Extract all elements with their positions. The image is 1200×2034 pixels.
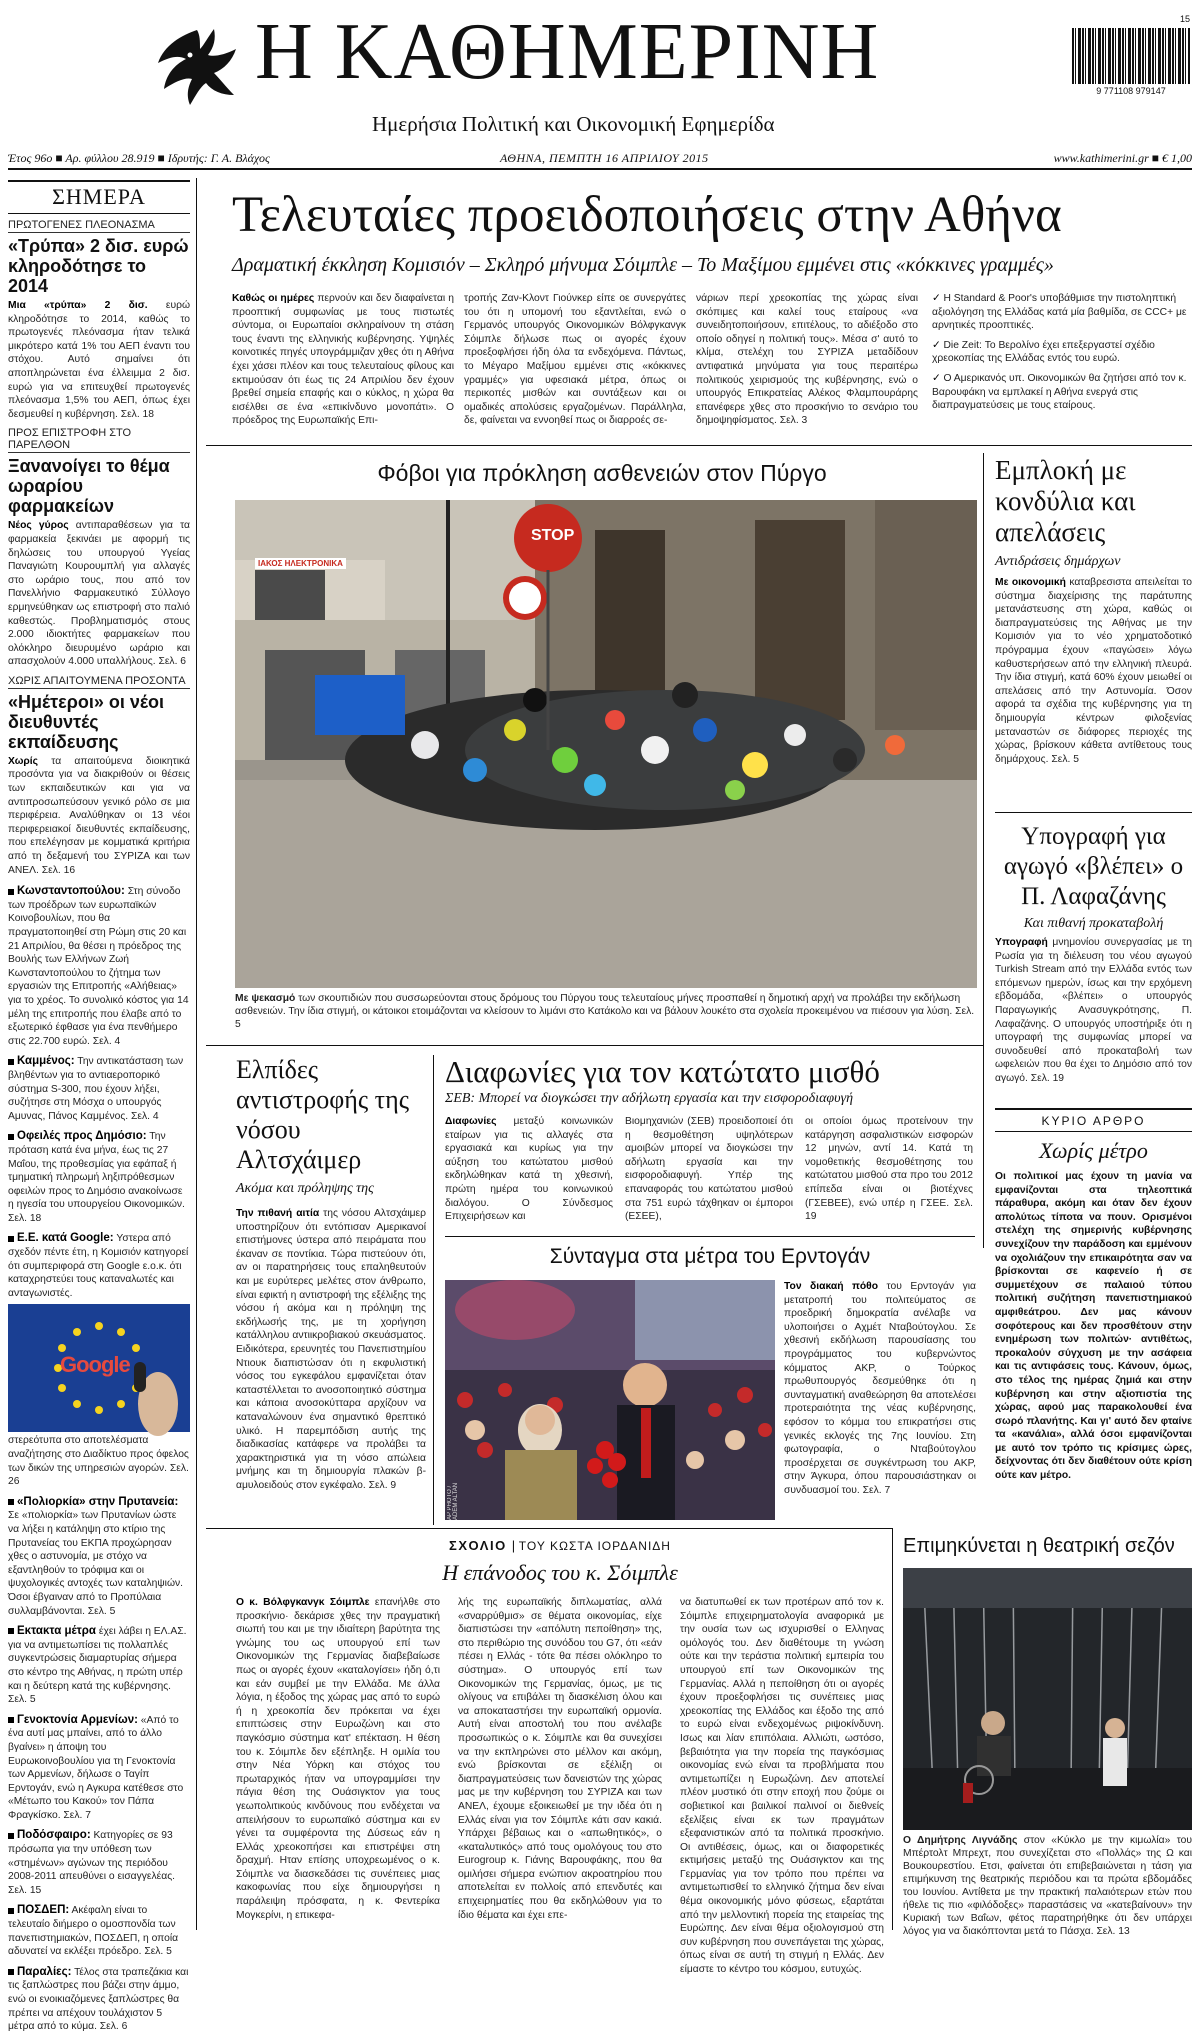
- main-column-3: νάριων περί χρεοκοπίας της χώρας είναι σκόπιμες και καλεί τους εταίρους «να συνειδητοποιήσουν, επιτέλους, το αδιέξοδο στο οποίο οδηγεί η πολιτική τους». Μέσα σ' αυτό το κλίμα, στελέχη του ΣΥΡΙΖΑ μεταδίδουν αντιφατικά μηνύματα για τους περαιτέρω πολιτικούς χειρισμούς της κυβέρνησης, ενώ ο υπουργός Επικρατείας Αλέκος Φλαμπουράρης επανέφερε χθες στο προσκήνιο το σενάριο του δημοψηφίσματος. Σελ. 3: [696, 293, 918, 427]
- comment-lead: Ο κ. Βόλφγκανγκ Σόιμπλε: [236, 1597, 370, 1608]
- check-icon: ✓: [932, 372, 944, 384]
- story-headline: Ελπίδες αντιστροφής της νόσου Αλτσχάιμερ: [236, 1055, 409, 1174]
- erdogan-headline[interactable]: Σύνταγμα στα μέτρα του Ερντογάν: [549, 1245, 871, 1268]
- caption-lead: Με ψεκασμό: [235, 993, 296, 1004]
- phoenix-logo-icon: [152, 25, 242, 110]
- brief-lead: Γενοκτονία Αρμενίων:: [17, 1713, 138, 1726]
- sidebar-story-1[interactable]: [8, 219, 190, 421]
- alzheimer-story[interactable]: [236, 1055, 426, 1525]
- editorial-label: ΚΥΡΙΟ ΑΡΘΡΟ: [995, 1114, 1192, 1132]
- main-checklist: [932, 292, 1192, 440]
- story-label: ΧΩΡΙΣ ΑΠΑΙΤΟΥΜΕΝΑ ΠΡΟΣΟΝΤΑ: [8, 675, 190, 689]
- brief-text: Τέλος στα τραπεζάκια και τις ξαπλώστρες που βάζει στην άμμο, ενώ οι ενοικιαζόμενες ξαπλώστρες θα πρέπει να απέχουν τουλάχιστον 5 μέτρα από το κύμα. Σελ. 6: [8, 1966, 189, 2033]
- theatre-photo: [903, 1568, 1192, 1830]
- wage-story[interactable]: [445, 1055, 975, 1225]
- brief-text: Την πρόταση κατά ένα μήνα, έως τις 27 Μαΐου, της προθεσμίας για εφάπαξ ή τμηματική πληρωμή ληξιπρόθεσμων οφειλών προς το Δημόσιο ανακοίνωσε η ηγεσία του υπουργείου Οικονομικών. Σελ. 18: [8, 1131, 185, 1224]
- story-text: ευρώ κληροδότησε το 2014, καθώς το πρωτογενές πλεόνασμα ήταν τελικά μικρότερο κατά 1% του ΑΕΠ έναντι του στόχου. Αυτό σημαίνει ότι αποπληρώνεται ένα έλλειμμα 2 δισ. ευρώ για να επιτευχθεί πρωτογενές πλεόνασμα 1,5% του ΑΕΠ, όπως έχει δεσμευθεί η κυβέρνηση. Σελ. 18: [8, 300, 190, 420]
- brief-lead: Καμμένος:: [17, 1055, 75, 1068]
- story-headline: «Τρύπα» 2 δισ. ευρώ κληροδότησε το 2014: [8, 236, 189, 296]
- caption-text: στον «Κύκλο με την κιμωλία» του Μπέρτολτ Μπρεχτ, που συνεχίζεται στο «Πολλάς» της Ω και Βουκουρεστίου. Ετσι, φαίνεται ότι επιβεβαιώνεται η τάση για επιμήκυνση της θεατρικής περιόδου και τα πρώτα εβδομάδες του Ιουνίου. Αντίθετα με την πρακτική παλαιότερων ετών που ήθελε τις πιο «φιλόδοξες» παραστάσεις να «κατεβαίνουν» την Κυριακή των Βαΐων, φέτος παρατηρήθηκε ότι δεν υπάρχει λόγος για να διακόπτονται μετά το Πάσχα. Σελ. 13: [903, 1835, 1192, 1937]
- pyrgos-caption: [235, 992, 977, 1030]
- brief-text: «Από το ένα αυτί μας μπαίνει, από το άλλο βγαίνει» η άποψη του Ευρωκοινοβουλίου για τη Γενοκτονία των Αρμενίων, δήλωσε ο Ταγίπ Ερντογάν, ενώ η Αγκυρα κατέθεσε στο «Μέτωπο του Κακού» τον Πάπα Φραγκίσκο. Σελ. 7: [8, 1714, 184, 1821]
- brief-item[interactable]: [8, 1496, 190, 1618]
- garbage-street-scene: [235, 500, 977, 988]
- check-item: [932, 292, 1192, 333]
- sidebar-story-3[interactable]: [8, 675, 190, 877]
- wage-col-1: μεταξύ κοινωνικών εταίρων για τις αλλαγές στα εργασιακά και κυρίως για την αύξηση του κατώτατου μισθού εκδηλώθηκαν κατά τη χθεσινή, πρώτη ημέρα του κοινωνικού διαλόγου. Ο Σύνδεσμος Επιχειρήσεων και: [445, 1116, 613, 1223]
- editorial-text: Οι πολιτικοί μας έχουν τη μανία να εμφανίζονται στα τηλεοπτικά πάραθυρα, ακόμη και όταν δεν έχουν απολύτως τίποτα να πουν. Ορισμένοι στελέχη της σημερινής κυβέρνησης συνεχίζουν την παράδοση και εμμένουν να οχολιάζουν την επικαιρότητα σαν να βρίσκονται σε καφενείο ή σε συμμετέχουν σε παλαιού τύπου πολιτική συζήτηση πανεπιστημιακού αμφιθεάτρου. Δεν μας κάνουν σοφότερους και δεν προσθέτουν στην ενημέρωση των πολιτών· αντιθέτως, προκαλούν σύγχυση με την ασάφεια και τις αντιφάσεις τους. Κάνουν, όμως, στο τέλος της ημέρας ζημιά και στην κυβέρνηση και στην αξιοπιστία της χώρας, αφού μας παρακολουθεί ένα σωρό πλανήτης. Και γι' αυτό δεν φταίνε τα «κανάλια», αλλά όσοι εμφανίζονται με αυτό τον τρόπο τις κρίσιμες ώρες, δείχνοντας ότι δεν διαθέτουν ούτε κρίση ούτε καν μέτρο.: [995, 1171, 1192, 1482]
- story-lead: Διαφωνίες: [445, 1116, 497, 1127]
- comment-header: ΣΧΟΛΙΟ | ΤΟΥ ΚΩΣΤΑ ΙΟΡΔΑΝΙΔΗ: [449, 1538, 671, 1553]
- story-lead: Μια «τρύπα» 2 δισ.: [8, 300, 148, 311]
- brief-text: Υστερα από σχεδόν πέντε έτη, η Κομισιόν κατηγορεί ότι συμπεριφορά στη Google ε.ο.κ. ότι καταχρηστεύει τους καταναλωτές και ανταγωνιστές.: [8, 1233, 189, 1299]
- check-icon: ✓: [932, 339, 944, 351]
- comment-col-2: λής της ευρωπαϊκής διπλωματίας, αλλά «σναρρύθμισ» σε θέματα οικονομίας, είχε διαπιστώσει την «απόλυτη πεποίθηση» της, στο περιθώριο της συνόδου του G7, ότι «εάν πέσει η Ελλάς - τότε θα πέσει ολόκληρο το σύστημα». Ο υπουργός επί των Οικονομικών της Γερμανίας, όμως, με τις ολίγους να επιβάλει τη διασκέλιση όλου και να αποκαταστήσει την ευρωπαϊκή ορμονία. Αυτή είναι αποστολή του που ανέλαβε προσωπικώς ο κ. Σόιμπλε και θα συνεχίσει να την εκπληρώνει στο μέλλον και ακόμη, ενώ βρίσκονται σε εξέλιξη οι διαπραγματεύσεις των δανειστών της χώρας μας με την κυβέρνηση του ΣΥΡΙΖΑ και των ΑΝΕΛ, έχουμε εξοικειωθεί με την ιδέα ότι η Ελλάς είναι για τον Σόιμπλε κάτι σαν κακιά. Υπάρχει βέβαιως και ο «απωθητικός», ο «καταλυτικός» από τους ομολόγους του στο Eurogroup κ. Γιάνης Βαρουφάκης, που θα ομιλήσει σήμερα ενώπιον ακροατηρίου που αποτελείται εν πολλοίς από επενδυτές και επιχειρηματίες που θα εκδηλώθουν για το ίδιο θέματα και έχει επε-: [458, 1597, 662, 1921]
- photo-credit: AP PHOTO / ADEM ALTAN: [447, 1482, 459, 1520]
- brief-lead: ΠΟΣΔΕΠ:: [17, 1904, 70, 1917]
- brief-text: έχει λάβει η ΕΛ.ΑΣ. για να αντιμετωπίσει τις πολλαπλές συγκεντρώσεις διαμαρτυρίας σήμερα στο κέντρο της Αθήνας, η πρώτη υπέρ και η δεύτερη κατά της κυβέρνησης. Σελ. 5: [8, 1626, 187, 1706]
- brief-text: στερεότυπα στο αποτελέσματα αναζήτησης στο Διαδίκτυο προς όφελος των δικών της υπηρεσιών αγορών. Σελ. 26: [8, 1435, 189, 1488]
- story-text: του Ερντογάν για μετατροπή του πολιτεύματος σε προεδρική δημοκρατία ανέλαβε να υλοποιήσει ο Αχμέτ Νταβούτογλου. Σε χθεσινή εκδήλωση παρουσίασης του προγράμματος του κυβερνώντος κόμματος ΑΚΡ, ο Τούρκος πρωθυπουργός δεσμεύθηκε ότι η συνταγματική αναθεώρηση θα αποτελέσει προτεραιότητα της νέας κυβέρνησης, εφόσον το κόμμα του επικρατήσει στις γενικές εκλογές της 7ης Ιουνίου. Στη φωτογραφία, ο Νταβούτογλου προσέρχεται σε συγκέντρωση του ΑΚΡ, στην Άγκυρα, όπου παρουσιάστηκαν οι συνδυασμοί του. Σελ. 7: [784, 1281, 977, 1496]
- story-text: τα απαιτούμενα διοικητικά προσόντα για να διακριθούν οι θέσεις των εκπαιδευτικών και για να αντιπροσωπεύσουν γενικό ρόλο σε μια περιφέρεια. Αναλύθηκαν οι 13 νέοι περιφερειακοί διευθυντές εκπαίδευσης, που επελέγησαν με κομματικά κριτήρια από τη δεξαμενή του ΣΥΡΙΖΑ και των ΑΝΕΛ. Σελ. 16: [8, 755, 190, 876]
- google-logo-text: Google: [60, 1352, 130, 1378]
- stop-sign-text: STOP: [531, 527, 575, 544]
- right-story-2[interactable]: [995, 822, 1192, 1092]
- story-label: ΠΡΩΤΟΓΕΝΕΣ ΠΛΕΟΝΑΣΜΑ: [8, 219, 190, 233]
- comment-author: ΤΟΥ ΚΩΣΤΑ ΙΟΡΔΑΝΙΔΗ: [518, 1539, 671, 1553]
- price-text: € 1,00: [1162, 151, 1192, 165]
- info-bar: [8, 148, 1192, 170]
- main-headline[interactable]: Τελευταίες προειδοποιήσεις στην Αθήνα: [232, 187, 1062, 243]
- wage-col-2: Βιομηχανιών (ΣΕΒ) προειδοποιεί ότι η θεσμοθέτηση υψηλότερων αμοιβών μπορεί να διογκώσει την αδήλωτη εργασία και την εισφοροδιαφυγή. Υπέρ της επαναφοράς του κατώτατου μισθού στα 751 ευρώ τάχθηκαν οι έμποροι (ΕΣΕΕ),: [625, 1116, 793, 1223]
- story-headline: «Ημέτεροι» οι νέοι διευθυντές εκπαίδευσης: [8, 691, 164, 752]
- brief-lead: Οφειλές προς Δημόσιο:: [17, 1130, 147, 1143]
- brief-text: Την αντικατάσταση των βληθέντων για το αντιαεροπορικό σύστημα S-300, που έχουν λήξει, συζήτησε στη Μόσχα ο υπουργός Αμυνας, Πάνος Καμμένος. Σελ. 4: [8, 1056, 184, 1122]
- story-sub: Και πιθανή προκαταβολή: [1023, 916, 1164, 931]
- story-sub: ΣΕΒ: Μπορεί να διογκώσει την αδήλωτη εργασία και την εισφοροδιαφυγή: [445, 1091, 854, 1106]
- brief-lead: Κωνσταντοπούλου:: [17, 885, 125, 898]
- check-text: Η Standard & Poor's υποβάθμισε την πιστοληπτική αξιολόγηση της Ελλάδας κατά μία βαθμίδα, σε CCC+ με αρνητικές προοπτικές.: [932, 293, 1187, 332]
- story-label: ΠΡΟΣ ΕΠΙΣΤΡΟΦΗ ΣΤΟ ΠΑΡΕΛΘΟΝ: [8, 427, 190, 453]
- story-lead: Υπογραφή: [995, 937, 1048, 948]
- brief-item[interactable]: [8, 1434, 190, 1488]
- erdogan-text: [784, 1280, 976, 1520]
- story-text: της νόσου Αλτσχάιμερ υποστηρίζουν ότι εντόπισαν Αμερικανοί επιστήμονες ύστερα από πειράματα που έκαναν σε ποντίκια. Τώρα πιστεύουν ότι, αν οι παρατηρήσεις τους επαληθευτούν και με ευρύτερες μελέτες στον άνθρωπο, είναι εφικτή η αντιστροφή της εξέλιξης της νόσου ή ακόμα και η πρόληψη της εκδήλωσής της, με τη χορήγηση κατάλληλου αντιικροβιακού σκευάσματος. Ειδικότερα, ερευνητές του Πανεπιστημίου Ντιουκ διαπιστώσαν ότι η εκφυλιστική νόσος του εγκεφάλου εμφανίζεται όταν καταστέλλεται το ανοσοποιητικό σύστημα και κάποια ανοσοκύτταρα αρχίζουν να καταναλώνουν ένα σημαντικό θρεπτικό υλικό. Η παρεμπόδιση αυτής της διαδικασίας κατάφερε να προλάβει τα χαρακτηριστικά για τη νόσο απώλεια μνήμης και τη δημιουργία πλακών β-αμυλοειδούς στον εγκέφαλο. Σελ. 9: [236, 1208, 426, 1491]
- barcode-issue: 15: [1179, 14, 1190, 24]
- brief-text: Στη σύνοδο των προέδρων των ευρωπαϊκών Κοινοβουλίων, που θα πραγματοποιηθεί στη Ρώμη στις 20 και 21 Απριλίου, θα θέσει η πρόεδρος της Βουλής των Ελλήνων Ζωή Κωνσταντοπούλου το ζήτημα των εργασιών της Επιτροπής «Αλήθειας» για το χρέος. Το συνολικό κόστος για 14 μέλη της επιτροπής που έλαβε από το εξωτερικό έφθασε για ένα πενθήμερο στις 22.700 ευρώ. Σελ. 4: [8, 886, 189, 1047]
- barcode: [1072, 14, 1190, 108]
- pyrgos-headline[interactable]: Φόβοι για πρόκληση ασθενειών στον Πύργο: [377, 460, 827, 486]
- stage-scene: [903, 1568, 1192, 1830]
- rally-scene: [445, 1280, 775, 1520]
- right-story-1[interactable]: [995, 455, 1192, 795]
- caption-lead: Ο Δημήτρης Λιγνάδης: [903, 1835, 1018, 1846]
- barcode-number: 9 771108 979147: [1096, 86, 1166, 96]
- brief-lead: Ε.Ε. κατά Google:: [17, 1232, 114, 1245]
- brief-item[interactable]: [8, 1130, 190, 1225]
- comment-col-1: [236, 1596, 440, 1930]
- check-text: Die Zeit: Το Βερολίνο έχει επεξεργαστεί σχέδιο χρεοκοπίας της Ελλάδας εντός του ευρώ.: [932, 339, 1155, 365]
- google-eu-photo: [8, 1304, 190, 1432]
- story-lead: Νέος γύρος: [8, 520, 69, 532]
- erdogan-photo: [445, 1280, 775, 1520]
- story-text: μνημονίου συνεργασίας με τη Ρωσία για τη διέλευση του νέου αγωγού Turkish Stream από την Ελλάδα εντός των επόμενων ημερών, ίσως και την ερχόμενη εβδομάδα, «βλέπει» ο υπουργός Παραγωγικής Ανασυγκρότησης, Π. Λαφαζάνης. Ο υπουργός υποστήριξε ότι η υπογραφή της συμφωνίας μπορεί να συνοδευθεί από προκαταβολή των ωφελειών που θα έχει το Δημόσιο από τον αγωγό. Σελ. 19: [995, 937, 1192, 1084]
- editorial[interactable]: [995, 1108, 1192, 1518]
- story-lead: Τον διακαή πόθο: [784, 1281, 879, 1292]
- story-sub: Αντιδράσεις δημάρχων: [995, 554, 1121, 569]
- masthead: [0, 0, 1200, 185]
- comment-text-1: επανήλθε στο προσκήνιο· δεκάρισε χθες την πραγματική σιωπή του και με την ιδιαίτερη βαρύτητα της γνώμης του ως υπουργού επί των Οικονομικών της Γερμανίας διαβεβαίωσε πως οι αγορές έχουν «καταλογίσει» ήδη ό,τι και εάν συμβεί με την Ελλάδα. Με άλλα λόγια, η έξοδος της χώρας μας από το ευρώ ή η χρεοκοπία δεν πρόκειται να έχει επιπτώσεις στην Ευρωζώνη και στο παγκόσμιο σύστημα κατ' επέκταση. Η θέση του κ. Σόιμπλε δεν εξέπληξε. Η ομιλία του στην Νέα Υόρκη και στόχος του πρωταρχικός ήταν να υπογραμμίσει την πάγια θέση της Ουάσιγκτον για τους γεωπολιτικούς κινδύνους που ενδέχεται να απειλήσουν το ευρωπαϊκό σύστημα και εν γένει τα συμφέροντα της Δύσεως εάν η Ελλάς χρεοκοπήσει και επιστρέψει στη δραχμή. Ηταν επίσης υποχρεωμένος ο κ. Σόιμπλε να διασκεδάσει τις συνέπειες μιας κακοφωνίας που είχε δημιουργήσει η παράλειψη πρόσφατα, η κ. Φεντερίκα Μογκερίνι, η επικεφα-: [236, 1597, 440, 1921]
- brief-item[interactable]: [8, 1904, 190, 1958]
- main-subhead: Δραματική έκκληση Κομισιόν – Σκληρό μήνυμα Σόιμπλε – Το Μαξίμου εμμένει στις «κόκκινες γραμμές»: [232, 254, 1054, 276]
- main-column-1: [232, 292, 454, 440]
- brief-lead: Εκτακτα μέτρα: [17, 1625, 96, 1638]
- theatre-caption: [903, 1834, 1192, 1937]
- newspaper-subtitle: Ημερήσια Πολιτική και Οικονομική Εφημερίδα: [372, 112, 775, 136]
- story-text: αντιπαραθέσεων για τα φαρμακεία ξεκινάει με αφορμή τις δηλώσεις του υπουργού Υγείας Παναγιώτη Κουρουμπλή για αλλαγές στο ωράριο τους, που από τον Πανελλήνιο Φαρμακευτικό Σύλλογο ερμηνεύθηκαν ως επιστροφή στο παλιό καθεστώς. Προβληματισμός στους 2.000 ιδιοκτήτες φαρμακείων που ολόκληρο διευρυμένο ωράριο και απασχολούν 4.000 υπαλλήλους. Σελ. 6: [8, 520, 190, 668]
- story-headline: Διαφωνίες για τον κατώτατο μισθό: [445, 1054, 880, 1089]
- story-headline: Υπογραφή για αγωγό «βλέπει» ο Π. Λαφαζάνης: [1003, 823, 1184, 910]
- editorial-headline: Χωρίς μέτρο: [1039, 1138, 1148, 1163]
- check-icon: ✓: [932, 293, 944, 304]
- pyrgos-photo: [235, 500, 977, 988]
- brief-lead: «Πολιορκία» στην Πρυτανεία:: [17, 1495, 179, 1508]
- shop-sign-text: ΙΑΚΟΣ ΗΛΕΚΤΡΟΝΙΚΑ: [255, 558, 346, 569]
- story-lead: Την πιθανή αιτία: [236, 1208, 320, 1219]
- comment-headline[interactable]: Η επάνοδος του κ. Σόιμπλε: [442, 1560, 678, 1585]
- story-text: καταβρεσιστα απειλείται το σύστημα διαχείρισης της παράτυπης μετανάστευσης στη χώρα, καθώς οι διαπραγματεύσεις της Αθήνας με την Κομισιόν για το νέο χρηματοδοτικό πρόγραμμα έχουν «παγώσει» λόγω καθυστερήσεων από την ελληνική πλευρά. Την ίδια στιγμή, κατά 60% έχουν μειωθεί οι απελάσεις από την Αστυνομία. Όσον αφορά τα σχέδια της κυβέρνησης για τη δημιουργία κέντρων φιλοξενίας μεταναστών σε διάφορες περιοχές της χώρας, βρίσκουν κάθετα αντίθετους τους δημάρχους. Σελ. 5: [995, 577, 1192, 765]
- story-headline: Ξανανοίγει το θέμα ωραρίου φαρμακείων: [8, 456, 170, 517]
- year-info: Έτος 96ο ■ Αρ. φύλλου 28.919 ■ Ιδρυτής: Γ. Α. Βλάχος: [8, 151, 270, 165]
- check-item: [932, 339, 1192, 366]
- brief-item[interactable]: [8, 1232, 190, 1300]
- brief-item[interactable]: [8, 1829, 190, 1897]
- barcode-bars: [1072, 28, 1190, 84]
- brief-lead: Ποδόσφαιρο:: [17, 1829, 91, 1842]
- wage-col-3: οι οποίοι όμως προτείνουν την κατάργηση ασφαλιστικών εισφορών 12 μηνών, αντί 14. Κατά τη νομοθετικής θεσμοθέτησης του κατώτατου μισθού στα προ του 2012 επίπεδα είναι οι βιοτέχνες (ΓΣΕΒΕΕ), ενώ υπέρ η ΓΣΕΕ. Σελ. 19: [805, 1116, 973, 1223]
- brief-item[interactable]: [8, 1055, 190, 1123]
- main-lead: Καθώς οι ημέρες: [232, 293, 315, 304]
- founder-text: Ιδρυτής: Γ. Α. Βλάχος: [167, 151, 270, 165]
- story-lead: Χωρίς: [8, 755, 39, 767]
- sidebar-story-2[interactable]: [8, 427, 190, 669]
- brief-text: Κατηγορίες σε 93 πρόσωπα για την υπόθεση των «στημένων» αγώνων της περιόδου 2008-2011 απευθύνει ο εισαγγελέας. Σελ. 15: [8, 1830, 176, 1896]
- brief-item[interactable]: [8, 885, 190, 1048]
- brief-text: Σε «πολιορκία» των Πρυτανίων ώστε να λήξει η κατάληψη στο κτίριο της Πρυτανείας του ΕΚΠΑ προχώρησαν χθες ο αστυνομία, με στόχο να εξαντληθούν το τρόφιμα και οι ψυχολογικές αντοχές των καταληψιών. Όσοι έβγαιναν από το Προπύλαια συλλαμβάνονται. Σελ. 5: [8, 1510, 184, 1617]
- date-text: ΑΘΗΝΑ, ΠΕΜΠΤΗ 16 ΑΠΡΙΛΙΟΥ 2015: [500, 151, 709, 165]
- issue-text: Αρ. φύλλου 28.919: [65, 151, 155, 165]
- theatre-headline[interactable]: Επιμηκύνεται η θεατρική σεζόν: [903, 1535, 1175, 1557]
- year-text: Έτος 96ο: [8, 151, 53, 165]
- comment-col-3: να διατυπωθεί εκ των προτέρων από τον κ. Σόιμπλε επιχειρηματολογία αναφορικά με την ουσία των ως ισχυρισθεί ο Ελληνας ομόλογός του. Δεν διαθέτουμε τη γνώση ούτε και την τεράστια πολιτική εμπειρία του υπουργού επί των Οικονομικών της Γερμανίας. Αλλά η πεποίθηση ότι οι αγορές έχουν προεξοφλήσει τις συνέπειες μιας χρεοκοπίας της Ελλάδος και έξοδο της από το ευρώ είναι ενδεχομένως ριψοκίνδυνη. Ισως και λίαν επιπόλαια. Αλλιώτι, ωστόσο, βεβαιότητα για την πορεία της παγκόσμιας οικονομίας ενώ είναι τα προβλήματα που αντιμετωπίζει η Ευρωζώνη. Δεν αποτελεί πλέον μυστικό ότι στην εποχή που ζούμε οι σοβιετικοί και βαιλικοί παλινοί οι διεθνείς εξελίξεις είναι εκ των πραγμάτων εξεφανιστικών από τα πολιτικά προσκήνιο. Οι αντιθέσεις, όμως, και οι διαφορετικές εκτιμήσεις μεταξύ της Ουάσιγκτον και της Γερμανίας για τον τρόπο που πρέπει να αντιμετωπισθεί το ελληνικό ζήτημα δεν είναι θέμα οικονομικής μόνο φύσεως, εξαρτάται από την μελλοντική πορεία της εταιρείας της Ευρώπης. Δεν είναι θέμα οξιολογισμού στη συν κυβέρνηση που συνεπάγεται της χώρας, όπως είναι σε αυτή τη στιγμή η Ελλάς. Δεν είμαστε το κέντρο του κόσμου, ευτυχώς.: [680, 1597, 884, 1976]
- sidebar: [8, 180, 190, 2033]
- story-lead: Με οικονομική: [995, 577, 1066, 588]
- check-text: Ο Αμερικανός υπ. Οικονομικών θα ζητήσει από τον κ. Βαρουφάκη να εμπλακεί η Αθήνα ενεργά στις διαπραγματεύσεις με τους εταίρους.: [932, 372, 1187, 412]
- sidebar-title: ΣΗΜΕΡΑ: [8, 180, 190, 214]
- story-sub: Ακόμα και πρόληψης της: [236, 1181, 374, 1196]
- main-column-2: τροπής Ζαν-Κλοντ Γιούνκερ είπε οε συνεργάτες του ότι η υπομονή του εξαντλείται, ενώ ο Γερμανός υπουργός Οικονομικών Βόλφγκανγκ Σόιμπλε δήλωσε πως οι αγορές έχουν προεξοφλήσει ήδη όλα τα ενδεχόμενα. Πάντως, το Μέγαρο Μαξίμου εμμένει στις «κόκκινες γραμμές» για υφεσιακά μέτρα, όπως οι περικοπές μισθών και συντάξεων και οι ομαδικές απολύσεις εργαζομένων. Παράλληλα, δε, φαίνεται να εννοηθεί πως οι διαρροές σε-: [464, 293, 686, 427]
- check-item: [932, 372, 1192, 413]
- site-price: www.kathimerini.gr ■ € 1,00: [1053, 151, 1192, 165]
- brief-item[interactable]: [8, 1714, 190, 1823]
- brief-item[interactable]: [8, 1625, 190, 1707]
- brief-lead: Παραλίες:: [17, 1965, 72, 1978]
- newspaper-title: Η ΚΑΘΗΜΕΡΙΝΗ: [255, 8, 880, 96]
- story-headline: Εμπλοκή με κονδύλια και απελάσεις: [995, 455, 1136, 547]
- website-link[interactable]: www.kathimerini.gr: [1053, 151, 1149, 165]
- comment-label: ΣΧΟΛΙΟ: [449, 1538, 507, 1553]
- brief-text: Ακέφαλη είναι το τελευταίο διήμερο ο ομοσπονδία των πανεπιστημιακών, ΠΟΣΔΕΠ, η οποία αδυνατεί να εκλέξει πρόεδρο. Σελ. 5: [8, 1905, 179, 1958]
- caption-text: των σκουπιδιών που συσσωρεύονται στους δρόμους του Πύργου τους τελευταίους μήνες προσπαθεί η δημοτική αρχή να προλάβει την εκδήλωση ασθενειών. Την ίδια στιγμή, οι κάτοικοι ετοιμάζονται να κλείσουν το λιμάνι στο Κατάκολο και να βάλουν λουκέτο στα σχολεία προκειμένου να πιέσουν για λύση. Σελ. 5: [235, 993, 975, 1030]
- brief-item[interactable]: [8, 1966, 190, 2034]
- main-col1-text: περνούν και δεν διαφαίνεται η προοπτική συμφωνίας με τους πιστωτές σύντομα, οι Ευρωπαίοι σκληραίνουν τη στάση τους έναντι της ελληνικής κυβέρνησης. Υψηλές κοινοτικές πηγές υπογράμμιζαν χθες ότι η Αθήνα έχει χάσει πλέον και τους τελευταίους φίλους και εκτιμούσαν ότι έως τις 24 Απριλίου δεν έχουν βρεθεί σημεία επαφής και ο κύκλος, η χώρα θα εισέλθει σε ένα «επικίνδυνο μονοπάτι». Ο πρόεδρος της Ευρωπαϊκής Επι-: [232, 293, 454, 427]
